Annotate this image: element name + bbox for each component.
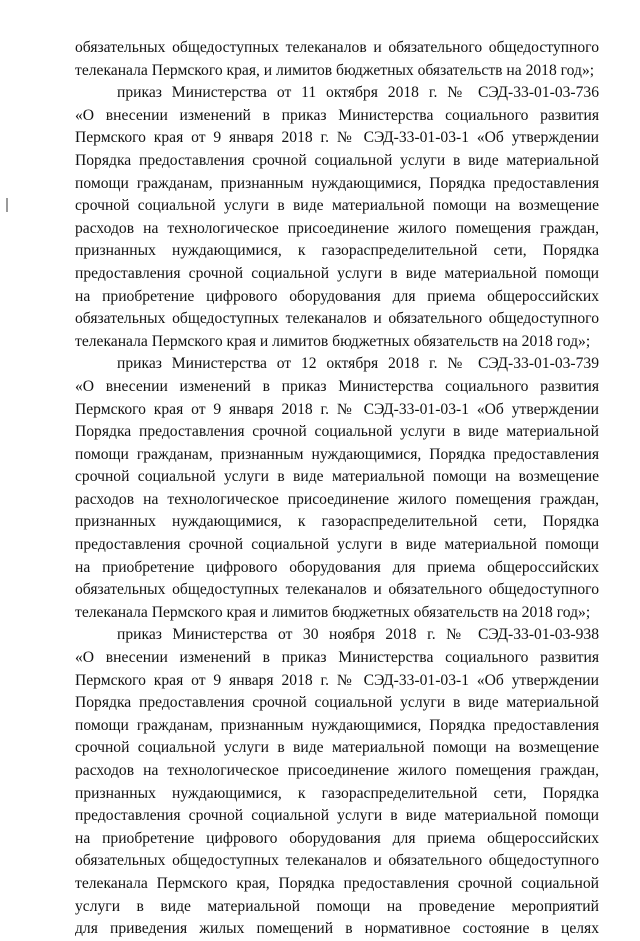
paragraph-3-line-7: расходов на технологическое присоединение жилого помещения граждан, [75, 490, 599, 508]
paragraph-3-line-3: Пермского края от 9 января 2018 г. № СЭД-33-01-03-1 «Об утверждении [75, 400, 599, 418]
paragraph-2-line-10: на приобретение цифрового оборудования для приема общероссийских [75, 287, 599, 305]
paragraph-3-line-2: «О внесении изменений в приказ Министерства социального развития [75, 377, 599, 395]
paragraph-2-line-2: «О внесении изменений в приказ Министерства социального развития [75, 106, 599, 124]
paragraph-2-line-1: приказ Министерства от 11 октября 2018 г. № СЭД-33-01-03-736 [117, 84, 599, 102]
paragraph-2-line-4: Порядка предоставления срочной социальной услуги в виде материальной [75, 151, 599, 169]
paragraph-3-line-11: обязательных общедоступных телеканалов и обязательного общедоступного [75, 581, 599, 599]
paragraph-1-line-1: обязательных общедоступных телеканалов и обязательного общедоступного [75, 39, 599, 56]
paragraph-4-line-6: срочной социальной услуги в виде материальной помощи на возмещение [75, 739, 599, 757]
paragraph-3-line-10: на приобретение цифрового оборудования для приема общероссийских [75, 558, 599, 576]
paragraph-4-line-5: помощи гражданам, признанным нуждающимися, Порядка предоставления [75, 716, 599, 734]
paragraph-4-line-1: приказ Министерства от 30 ноября 2018 г. № СЭД-33-01-03-938 [117, 626, 599, 644]
paragraph-4-line-9: предоставления срочной социальной услуги в виде материальной помощи [75, 807, 599, 825]
paragraph-4-line-13: услуги в виде материальной помощи на проведение мероприятий [75, 897, 599, 915]
paragraph-2-line-5: помощи гражданам, признанным нуждающимися, Порядка предоставления [75, 174, 599, 192]
paragraph-2-line-9: предоставления срочной социальной услуги в виде материальной помощи [75, 264, 599, 282]
paragraph-4-line-11: обязательных общедоступных телеканалов и обязательного общедоступного [75, 852, 599, 870]
paragraph-4-line-3: Пермского края от 9 января 2018 г. № СЭД-33-01-03-1 «Об утверждении [75, 671, 599, 689]
paragraph-2-line-3: Пермского края от 9 января 2018 г. № СЭД-33-01-03-1 «Об утверждении [75, 129, 599, 147]
paragraph-2-line-7: расходов на технологическое присоединение жилого помещения граждан, [75, 219, 599, 237]
paragraph-4-line-2: «О внесении изменений в приказ Министерства социального развития [75, 649, 599, 667]
paragraph-3-line-12: телеканала Пермского края и лимитов бюджетных обязательств на 2018 год»; [75, 603, 591, 621]
paragraph-1-line-2: телеканала Пермского края, и лимитов бюджетных обязательств на 2018 год»; [75, 61, 595, 79]
paragraph-4-line-10: на приобретение цифрового оборудования для приема общероссийских [75, 829, 599, 847]
paragraph-3-line-6: срочной социальной услуги в виде материальной помощи на возмещение [75, 468, 599, 486]
paragraph-4-line-8: признанных нуждающимися, к газораспределительной сети, Порядка [75, 784, 599, 802]
paragraph-2-line-8: признанных нуждающимися, к газораспределительной сети, Порядка [75, 242, 599, 260]
paragraph-3-line-8: признанных нуждающимися, к газораспределительной сети, Порядка [75, 513, 599, 531]
paragraph-3-line-9: предоставления срочной социальной услуги в виде материальной помощи [75, 536, 599, 554]
paragraph-3-line-4: Порядка предоставления срочной социальной услуги в виде материальной [75, 423, 599, 441]
paragraph-4-line-14: для приведения жилых помещений в нормативное состояние в целях [75, 920, 599, 938]
paragraph-2-line-12: телеканала Пермского края и лимитов бюджетных обязательств на 2018 год»; [75, 332, 591, 350]
paragraph-4-line-12: телеканала Пермского края, Порядка предоставления срочной социальной [75, 874, 599, 892]
paragraph-4-line-7: расходов на технологическое присоединение жилого помещения граждан, [75, 762, 599, 779]
paragraph-2-line-11: обязательных общедоступных телеканалов и обязательного общедоступного [75, 310, 599, 328]
paragraph-3-line-1: приказ Министерства от 12 октября 2018 г. № СЭД-33-01-03-739 [117, 355, 599, 373]
scan-margin-mark [6, 198, 8, 212]
document-body [75, 37, 599, 941]
paragraph-4-line-4: Порядка предоставления срочной социальной услуги в виде материальной [75, 694, 599, 712]
paragraph-2-line-6: срочной социальной услуги в виде материальной помощи на возмещение [75, 197, 599, 215]
paragraph-3-line-5: помощи гражданам, признанным нуждающимися, Порядка предоставления [75, 445, 599, 463]
